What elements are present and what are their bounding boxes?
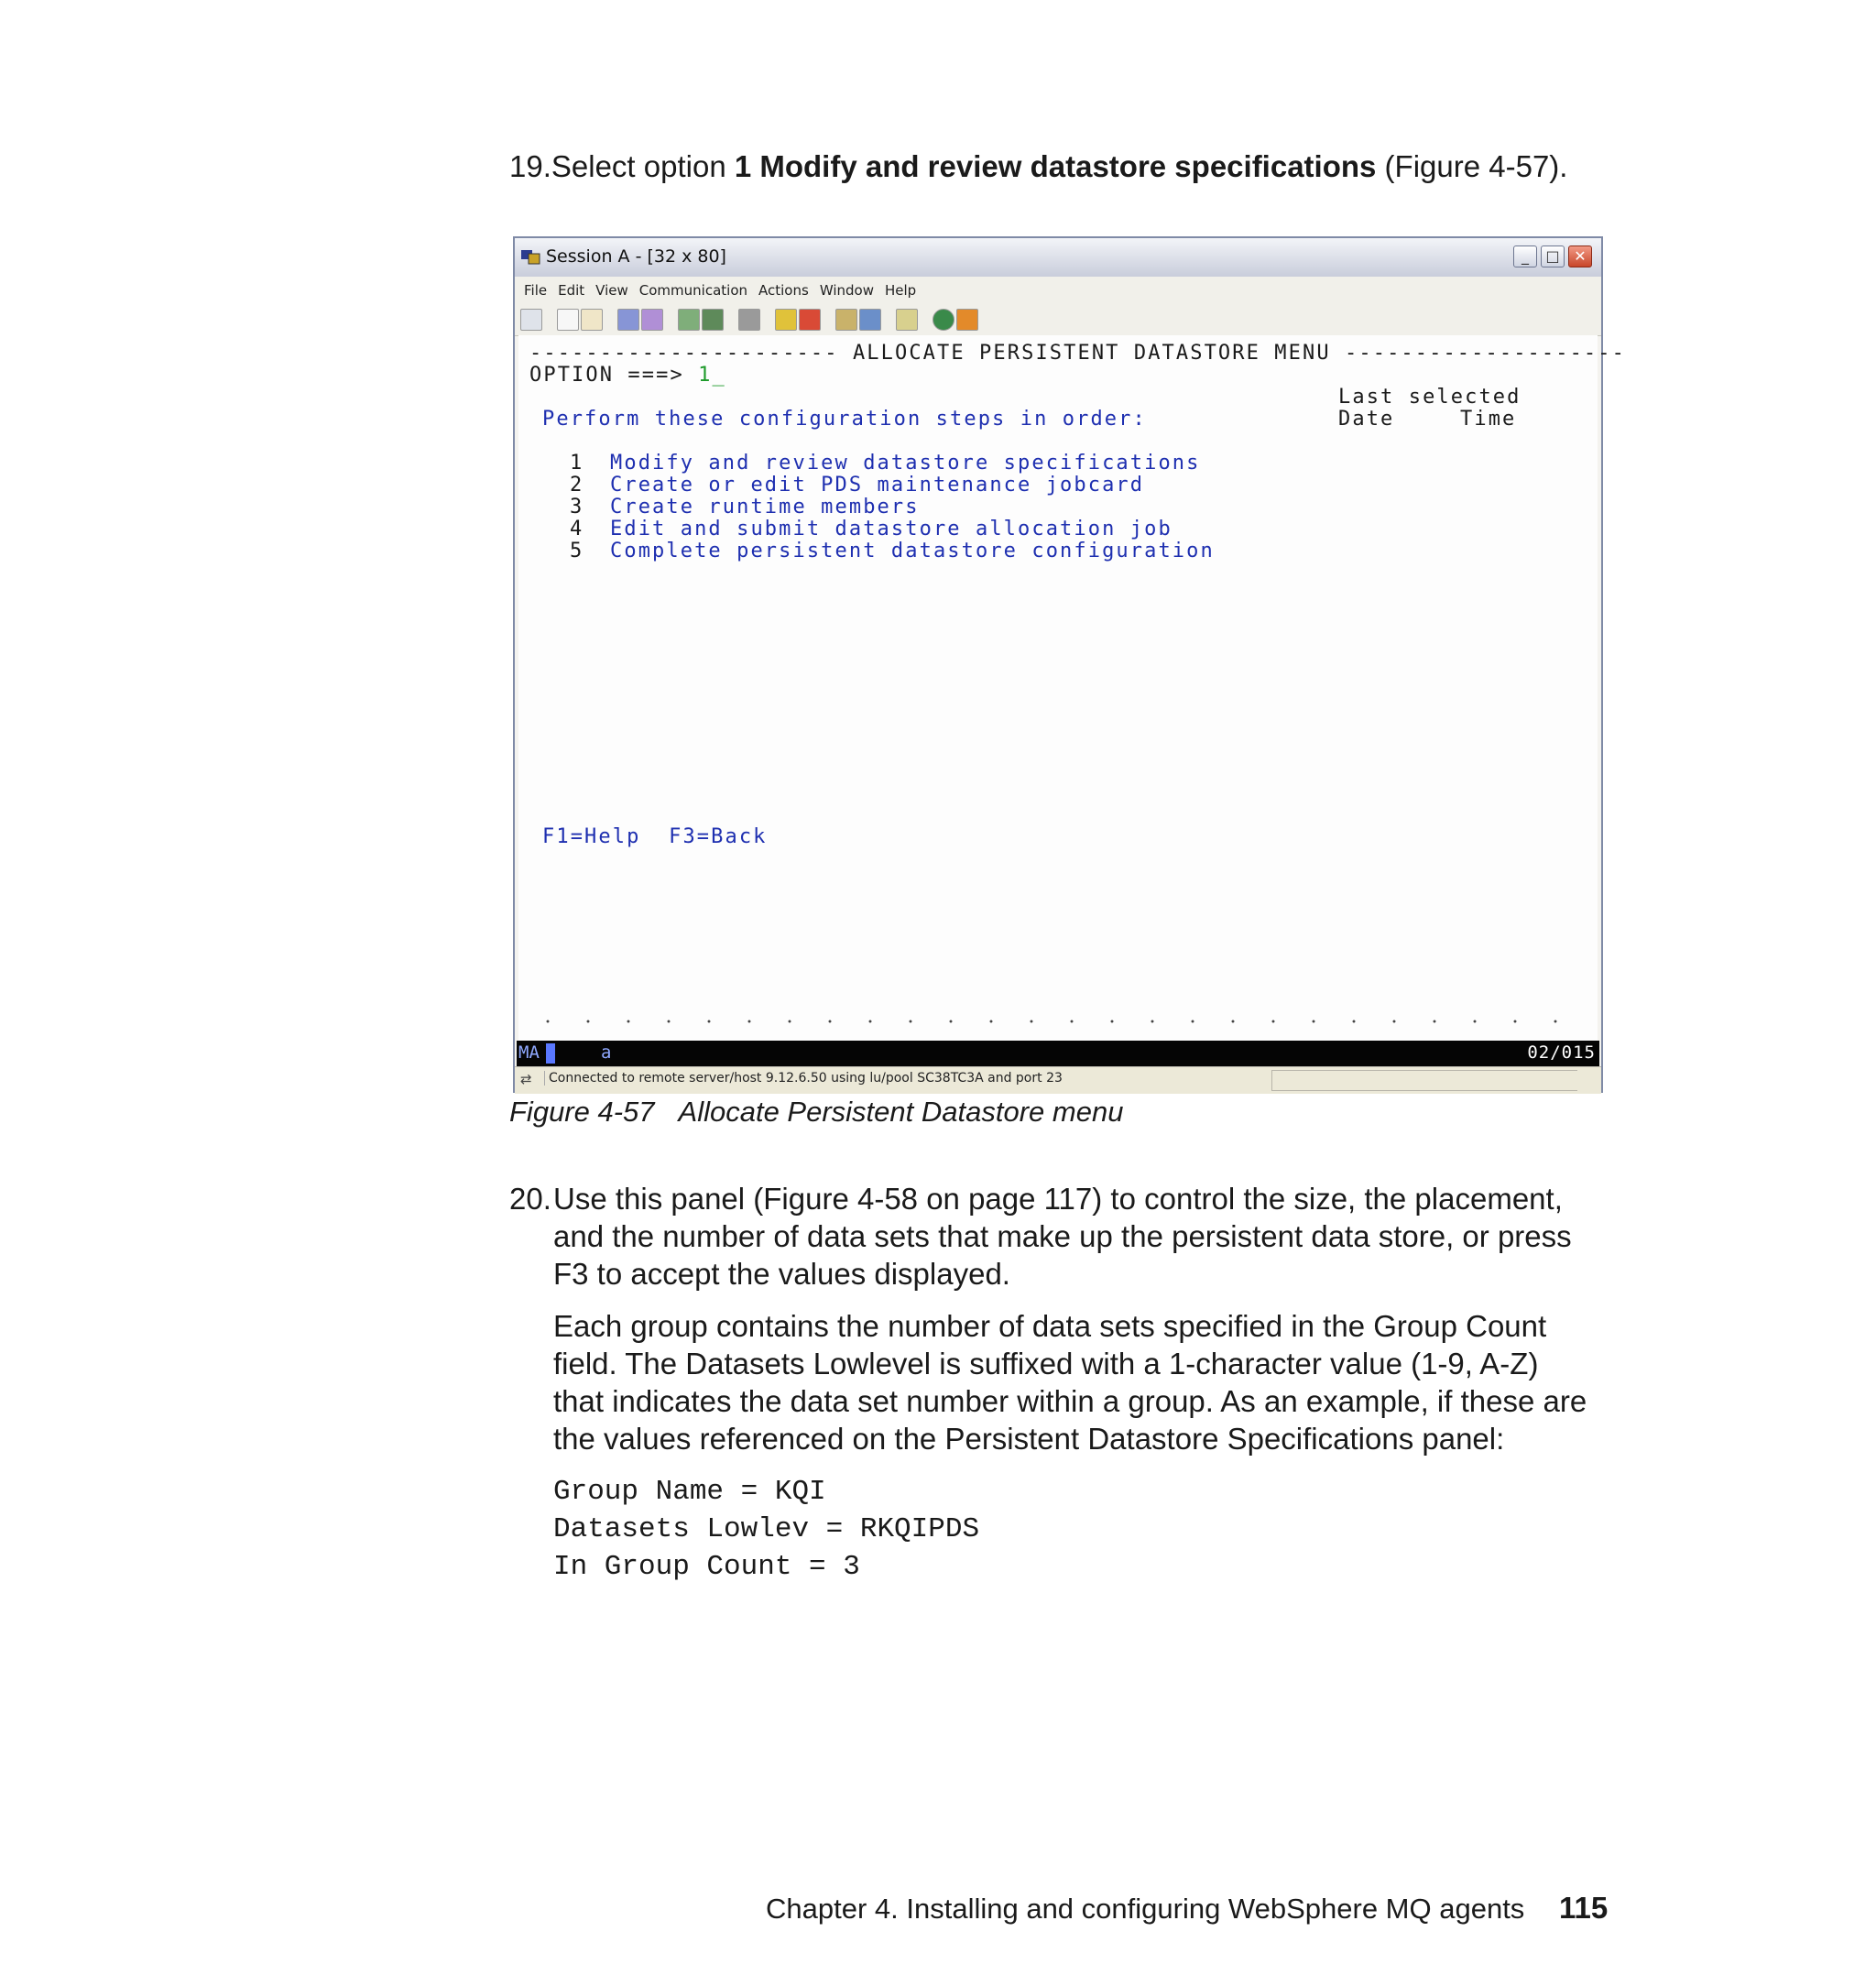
last-selected-label: Last selected (1338, 386, 1522, 409)
menu-window[interactable]: Window (819, 282, 874, 299)
option-num-1: 1 (570, 452, 584, 475)
oia-indicator: a (601, 1042, 612, 1063)
step-19-prefix: Select option (551, 149, 735, 183)
connection-icon: ⇄ (520, 1071, 532, 1087)
menu-help[interactable]: Help (884, 282, 917, 299)
step-19 (509, 147, 1567, 185)
step-19-number: 19. (509, 149, 551, 183)
option-label: OPTION ===> (529, 364, 684, 387)
session-up-icon[interactable] (835, 309, 857, 331)
intro-text: Perform these configuration steps in order: (542, 408, 1147, 431)
copy-icon[interactable] (557, 309, 579, 331)
option-num-4: 4 (570, 518, 584, 540)
para-line-3: that indicates the data set number within a group. As an example, if these are (553, 1384, 1587, 1418)
clipboard-icon[interactable] (896, 309, 918, 331)
option-line (529, 365, 726, 387)
header-title: ALLOCATE PERSISTENT DATASTORE MENU (852, 342, 1331, 365)
step-20-line-3: F3 to accept the values displayed. (553, 1257, 1010, 1291)
para-line-2: field. The Datasets Lowlevel is suffixed with a 1-character value (1-9, A-Z) (553, 1347, 1539, 1380)
operator-info-area (517, 1041, 1599, 1066)
time-label: Time (1460, 408, 1517, 431)
code-line-2: Datasets Lowlev = RKQIPDS (553, 1513, 980, 1545)
option-item-4[interactable]: Edit and submit datastore allocation job (610, 518, 1172, 540)
code-line-3: In Group Count = 3 (553, 1551, 860, 1583)
screen-dot-row (528, 1019, 1594, 1024)
oia-cursor (546, 1043, 555, 1064)
stop-macro-icon[interactable] (799, 309, 821, 331)
step-19-suffix: (Figure 4-57). (1376, 149, 1568, 183)
terminal-screen[interactable] (518, 335, 1626, 1041)
oia-mode: MA (518, 1042, 540, 1063)
option-item-5[interactable]: Complete persistent datastore configuration (610, 540, 1215, 562)
menu-bar (515, 277, 1601, 304)
menu-actions[interactable]: Actions (758, 282, 809, 299)
title-bar (515, 238, 1601, 278)
session-icon (520, 247, 540, 266)
option-num-2: 2 (570, 474, 584, 496)
display-icon[interactable] (678, 309, 700, 331)
date-label: Date (1338, 408, 1395, 431)
print-screen-icon[interactable] (520, 309, 542, 331)
function-keys[interactable]: F1=Help F3=Back (542, 825, 768, 848)
window-title: Session A - [32 x 80] (546, 246, 726, 267)
cursor-position: 02/015 (1527, 1042, 1596, 1063)
globe-icon[interactable] (933, 309, 954, 331)
play-macro-icon[interactable] (775, 309, 797, 331)
figure-caption (509, 1096, 1123, 1129)
page-number: 115 (1559, 1891, 1609, 1925)
customize-icon[interactable] (956, 309, 978, 331)
status-pane (1271, 1070, 1577, 1091)
close-icon[interactable]: ✕ (1568, 246, 1592, 267)
header-dashes-left: ---------------------- (529, 342, 839, 365)
figure-caption-text: Allocate Persistent Datastore menu (678, 1096, 1124, 1128)
menu-file[interactable]: File (524, 282, 548, 299)
menu-edit[interactable]: Edit (558, 282, 585, 299)
option-input[interactable]: 1_ (698, 364, 726, 387)
option-item-2[interactable]: Create or edit PDS maintenance jobcard (610, 474, 1145, 496)
para-line-4: the values referenced on the Persistent Datastore Specifications panel: (553, 1422, 1505, 1456)
option-num-5: 5 (570, 540, 584, 562)
screen-header (529, 343, 1626, 365)
receive-file-icon[interactable] (641, 309, 663, 331)
session-window (513, 236, 1626, 1093)
maximize-icon[interactable]: □ (1541, 246, 1565, 267)
figure-label: Figure 4-57 (509, 1096, 655, 1128)
menu-view[interactable]: View (595, 282, 628, 299)
option-num-3: 3 (570, 496, 584, 518)
code-line-1: Group Name = KQI (553, 1476, 826, 1508)
step-20-number: 20. (509, 1182, 551, 1216)
menu-communication[interactable]: Communication (638, 282, 748, 299)
session-down-icon[interactable] (859, 309, 881, 331)
paste-icon[interactable] (581, 309, 603, 331)
send-file-icon[interactable] (617, 309, 639, 331)
status-bar (515, 1066, 1601, 1094)
header-dashes-right: -------------------- (1345, 342, 1626, 365)
record-macro-icon[interactable] (738, 309, 760, 331)
minimize-icon[interactable]: _ (1513, 246, 1537, 267)
status-text: Connected to remote server/host 9.12.6.50 using lu/pool SC38TC3A and port 23 (544, 1071, 1063, 1086)
step-20-line-2: and the number of data sets that make up the persistent data store, or press (553, 1219, 1572, 1253)
keypad-icon[interactable] (702, 309, 724, 331)
toolbar (515, 304, 1601, 336)
footer-chapter: Chapter 4. Installing and configuring WebSphere MQ agents (766, 1893, 1525, 1925)
option-item-3[interactable]: Create runtime members (610, 496, 920, 518)
step-19-bold: 1 Modify and review datastore specifications (734, 149, 1377, 183)
para-line-1: Each group contains the number of data sets specified in the Group Count (553, 1309, 1547, 1343)
step-20-line-1: Use this panel (Figure 4-58 on page 117) to control the size, the placement, (553, 1182, 1563, 1216)
option-item-1[interactable]: Modify and review datastore specifications (610, 452, 1201, 475)
